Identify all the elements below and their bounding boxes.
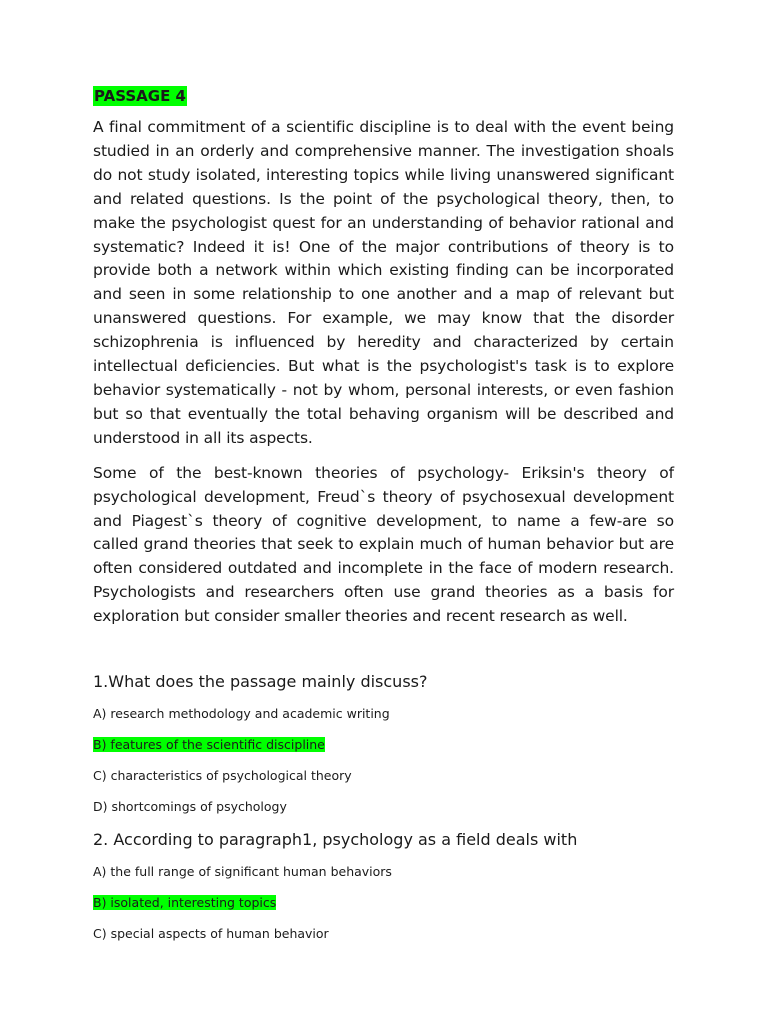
option-text: C) characteristics of psychological theory [93,768,352,784]
question-1-option-c [93,767,674,785]
highlighted-answer: B) isolated, interesting topics [93,895,277,911]
passage-paragraph-2: Some of the best-known theories of psychology- Eriksin's theory of psychological development, Freud`s theory of psychosexual development and Piagest`s theory of cognitive development, to name a few-are so called grand theories that seek to explain much of human behavior but are often considered outdated and incomplete in the face of modern research. Psychologists and researchers often use grand theories as a basis for exploration but consider smaller theories and recent research as well. [93,463,674,626]
question-2: 2. According to paragraph1, psychology as a field deals with [93,830,578,850]
passage-paragraph-1: A final commitment of a scientific discipline is to deal with the event being studied in an orderly and comprehensive manner. The investigation shoals do not study isolated, interesting topics while living unanswered significant and related questions. Is the point of the psychological theory, then, to make the psychologist quest for an understanding of behavior rational and systematic? Indeed it is! One of the major contributions of theory is to provide both a network within which existing finding can be incorporated and seen in some relationship to one another and a map of relevant but unanswered questions. For example, we may know that the disorder schizophrenia is influenced by heredity and characterized by certain intellectual deficiencies. But what is the psychologist's task is to explore behavior systematically - not by whom, personal interests, or even fashion but so that eventually the total behaving organism will be described and understood in all its aspects. [93,118,674,447]
question-2-option-b [93,894,674,912]
question-2-option-a [93,863,674,881]
option-text: A) the full range of significant human behaviors [93,864,392,880]
question-1-option-a [93,705,674,723]
question-1: 1.What does the passage mainly discuss? [93,672,428,692]
question-1-option-d [93,798,674,816]
question-2-option-c [93,925,674,943]
option-text: D) shortcomings of psychology [93,799,287,815]
document-page [93,86,674,956]
option-text: A) research methodology and academic writing [93,706,390,722]
highlighted-answer: B) features of the scientific discipline [93,737,325,753]
option-text: C) special aspects of human behavior [93,926,329,942]
passage-title: PASSAGE 4 [94,87,186,105]
question-1-option-b [93,736,674,754]
